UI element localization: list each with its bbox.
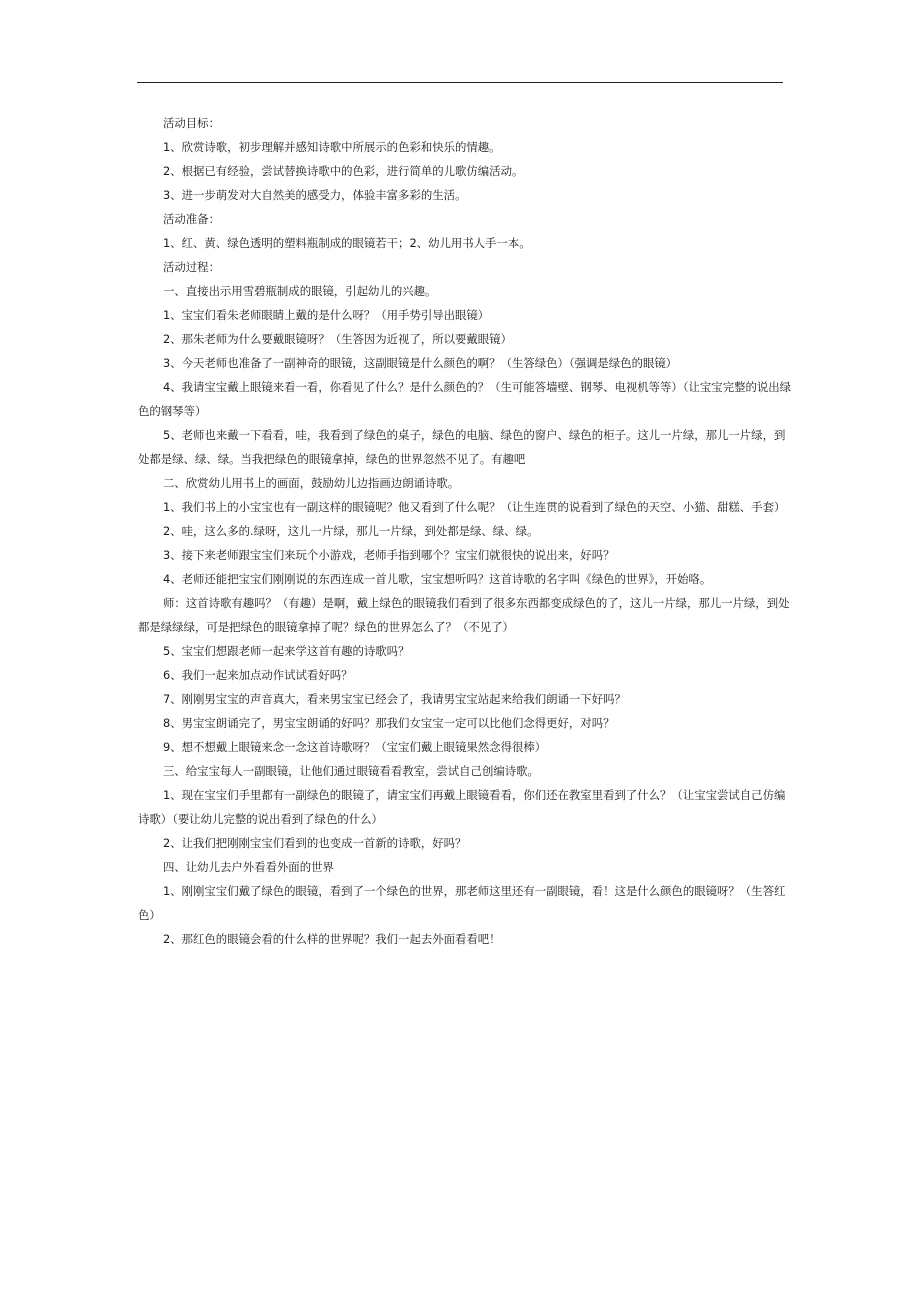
heading-activity-process: 活动过程： (163, 260, 220, 274)
paragraph: 3、今天老师也准备了一副神奇的眼镜，这副眼镜是什么颜色的啊？（生答绿色）（强调是绿色的眼镜） (163, 356, 678, 370)
header-rule (137, 82, 783, 83)
paragraph: 2、那朱老师为什么要戴眼镜呀？（生答因为近视了，所以要戴眼镜） (163, 332, 512, 346)
section-heading: 二、欣赏幼儿用书上的画面，鼓励幼儿边指画边朗诵诗歌。 (163, 476, 460, 490)
paragraph: 7、刚刚男宝宝的声音真大，看来男宝宝已经会了，我请男宝宝站起来给我们朗诵一下好吗？ (163, 692, 626, 706)
paragraph: 4、老师还能把宝宝们刚刚说的东西连成一首儿歌，宝宝想听吗？这首诗歌的名字叫《绿色的世界》，开始咯。 (163, 572, 712, 586)
paragraph: 2、那红色的眼镜会看的什么样的世界呢？我们一起去外面看看吧！ (163, 932, 501, 946)
paragraph: 1、我们书上的小宝宝也有一副这样的眼镜呢？他又看到了什么呢？（让生连贯的说看到了绿色的天空、小猫、甜糕、手套） (163, 500, 786, 514)
heading-activity-goals: 活动目标： (163, 116, 220, 130)
paragraph: 1、刚刚宝宝们戴了绿色的眼镜，看到了一个绿色的世界，那老师这里还有一副眼镜，看！这是什么颜色的眼镜呀？（生答红色） (138, 884, 786, 922)
paragraph: 1、宝宝们看朱老师眼睛上戴的是什么呀？（用手势引导出眼镜） (163, 308, 490, 322)
paragraph: 师：这首诗歌有趣吗？（有趣）是啊，戴上绿色的眼镜我们看到了很多东西都变成绿色的了，这儿一片绿，那儿一片绿，到处都是绿绿绿，可是把绿色的眼镜拿掉了呢？绿色的世界怎么了？（不见了） (138, 596, 790, 634)
paragraph: 5、老师也来戴一下看看，哇，我看到了绿色的桌子，绿色的电脑、绿色的窗户、绿色的柜子。这儿一片绿，那儿一片绿，到处都是绿、绿、绿。当我把绿色的眼镜拿掉，绿色的世界忽然不见了。有趣吧 (138, 428, 786, 466)
paragraph: 2、让我们把刚刚宝宝们看到的也变成一首新的诗歌，好吗？ (163, 836, 467, 850)
paragraph: 1、红、黄、绿色透明的塑料瓶制成的眼镜若干；2、幼儿用书人手一本。 (163, 236, 531, 250)
paragraph: 1、现在宝宝们手里都有一副绿色的眼镜了，请宝宝们再戴上眼镜看看，你们还在教室里看到了什么？（让宝宝尝试自己仿编诗歌）（要让幼儿完整的说出看到了绿色的什么） (138, 788, 786, 826)
paragraph: 2、根据已有经验，尝试替换诗歌中的色彩，进行简单的儿歌仿编活动。 (163, 164, 524, 178)
section-heading: 三、给宝宝每人一副眼镜，让他们通过眼镜看看教室，尝试自己创编诗歌。 (163, 764, 539, 778)
paragraph: 8、男宝宝朗诵完了，男宝宝朗诵的好吗？那我们女宝宝一定可以比他们念得更好，对吗？ (163, 716, 615, 730)
paragraph: 6、我们一起来加点动作试试看好吗？ (163, 668, 353, 682)
paragraph: 9、想不想戴上眼镜来念一念这首诗歌呀？（宝宝们戴上眼镜果然念得很棒） (163, 740, 547, 754)
paragraph: 5、宝宝们想跟老师一起来学这首有趣的诗歌吗？ (163, 644, 410, 658)
section-heading: 四、让幼儿去户外看看外面的世界 (163, 860, 334, 874)
paragraph: 2、哇，这么多的.绿呀，这儿一片绿，那儿一片绿，到处都是绿、绿、绿。 (163, 524, 539, 538)
paragraph: 4、我请宝宝戴上眼镜来看一看，你看见了什么？是什么颜色的？（生可能答墙壁、钢琴、电视机等等）（让宝宝完整的说出绿色的钢琴等） (138, 380, 792, 418)
paragraph: 1、欣赏诗歌，初步理解并感知诗歌中所展示的色彩和快乐的情趣。 (163, 140, 501, 154)
paragraph: 3、接下来老师跟宝宝们来玩个小游戏，老师手指到哪个？宝宝们就很快的说出来，好吗？ (163, 548, 615, 562)
document-body (138, 111, 792, 951)
paragraph: 3、进一步萌发对大自然美的感受力，体验丰富多彩的生活。 (163, 188, 467, 202)
section-heading: 一、直接出示用雪碧瓶制成的眼镜，引起幼儿的兴趣。 (163, 284, 437, 298)
heading-activity-preparation: 活动准备： (163, 212, 220, 226)
